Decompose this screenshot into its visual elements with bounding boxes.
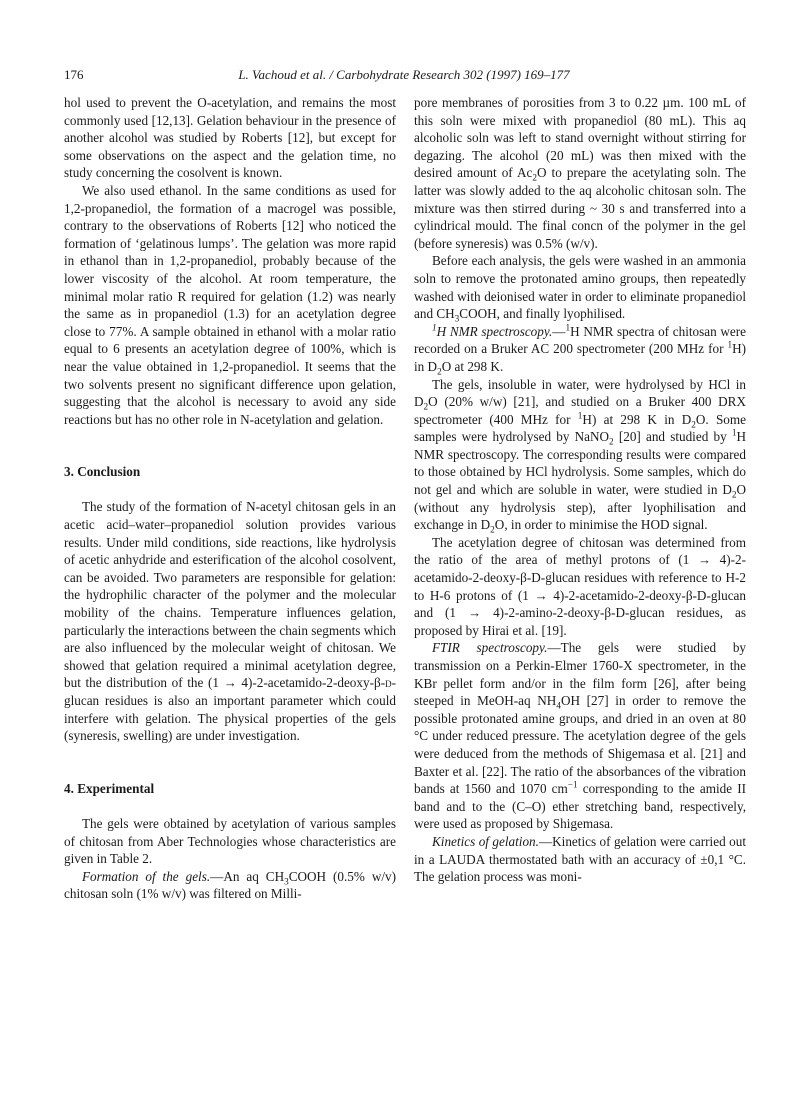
subscript: 3 — [454, 313, 460, 324]
subscript: 2 — [691, 419, 696, 430]
superscript: 1 — [432, 322, 437, 333]
text-run: The gels, insoluble in water, were hydrolysed by HCl in D — [414, 376, 746, 410]
paragraph-hydrolysis — [414, 376, 746, 534]
text-run: —An aq CH — [210, 868, 285, 884]
text-run: Before each analysis, the gels were washed in an ammonia soln to remove the protonated amino groups, then repeatedly washed with deionised water in order to eliminate propanediol and CH — [414, 253, 746, 322]
run-in-heading: H NMR spectroscopy. — [436, 323, 553, 339]
superscript: 1 — [565, 322, 571, 333]
page-number: 176 — [64, 67, 84, 82]
superscript: 1 — [727, 339, 733, 350]
text-run: COOH (0.5% w/v) chitosan soln (1% w/v) was filtered on Milli- — [64, 868, 396, 902]
text-run: —Kinetics of gelation were carried out in a LAUDA thermostated bath with an accuracy of ±0,1 °C. The gelation process was moni- — [414, 833, 746, 885]
subscript: 2 — [423, 401, 429, 412]
text-run: -glucan residues is also an important parameter which could interfere with gelation. The physical properties of the gels (syneresis, swelling) are under investigation. — [64, 675, 396, 744]
text-run: d — [385, 675, 392, 691]
running-title: L. Vachoud et al. / Carbohydrate Research 302 (1997) 169–177 — [238, 67, 570, 82]
text-run: O (without any hydrolysis step), after lyophilisation and exchange in D — [414, 482, 746, 533]
paragraph-ftir-spectroscopy — [414, 639, 746, 833]
run-in-heading: Formation of the gels. — [82, 868, 211, 884]
text-run: H) at 298 K in D — [582, 411, 692, 427]
text-run: O at 298 K. — [441, 358, 504, 374]
subscript: 2 — [490, 524, 495, 535]
paragraph-alcohol-cosolvent: hol used to prevent the O-acetylation, and remains the most commonly used [12,13]. Gelation behaviour in the presence of another alcohol was studied by Roberts [12], but except for some observations on the aspect and the gelation time, no study concerning the cosolvent is known. — [64, 95, 396, 181]
paragraph-gels-obtained: The gels were obtained by acetylation of various samples of chitosan from Aber Technologies whose characteristics are given in Table 2. — [64, 815, 396, 867]
paragraph-nmr-spectroscopy — [414, 323, 746, 376]
left-column — [64, 94, 396, 903]
subscript: 2 — [609, 436, 614, 447]
paragraph-ethanol: We also used ethanol. In the same conditions as used for 1,2-propanediol, the formation of a macrogel was possible, contrary to the observations of Roberts [12] who noticed the formation of ‘gelatinous lumps’. The gelation was more rapid in ethanol than in 1,2-propanediol, probably because of the lower viscosity of the alcohol. At room temperature, the minimal molar ratio R required for gelation (1.2) was nearly the same as in propanediol (1.3) for an acetylation degree close to 77%. A sample obtained in ethanol with a molar ratio equal to 6 presents an acetylation degree of 100%, which is near the value obtained in 1,2-propanediol. It seems that the two solvents present no significant difference upon gelation, suggesting that the alcohol is necessary to avoid any side reactions but has no other role in N-acetylation and gelation. — [64, 182, 396, 427]
subscript: 2 — [532, 173, 537, 184]
text-run: O. Some samples were hydrolysed by NaNO — [414, 411, 746, 445]
section-heading-conclusion: 3. Conclusion — [64, 464, 141, 480]
text-run: O, in order to minimise the HOD signal. — [494, 517, 708, 533]
spacer — [64, 797, 396, 815]
spacer — [64, 428, 396, 463]
spacer — [64, 745, 396, 780]
text-run: H NMR spectroscopy. The corresponding results were compared to those obtained by HCl hydrolysis. Some samples, which do not gel and which are soluble in water, were studied in D — [414, 429, 746, 498]
paragraph-acetylation-degree: The acetylation degree of chitosan was determined from the ratio of the area of methyl protons of (1 → 4)-2-acetamido-2-deoxy-β-D-glucan residues with reference to H-2 to H-6 protons of (1 → 4)-2-acetamido-2-deoxy-β-D-glucan and (1 → 4)-2-amino-2-deoxy-β-D-glucan residues, as proposed by Hirai et al. [19]. — [414, 534, 746, 638]
text-run: corresponding to the amide II band and to the (C–O) ether stretching band, respectively, were used as proposed by Shigemasa. — [414, 781, 746, 832]
text-run: COOH, and finally lyophilised. — [459, 306, 626, 322]
text-run: O to prepare the acetylating soln. The latter was slowly added to the aq alcoholic chitosan soln. The mixture was then stirred during ~ 30 s and transferred into a cylindrical mould. The final concn of the polymer in the gel (before syneresis) was 0.5% (w/v). — [414, 165, 746, 251]
spacer — [64, 481, 396, 499]
subscript: 2 — [437, 366, 442, 377]
right-column — [414, 94, 746, 886]
paragraph-membranes — [414, 94, 746, 252]
paragraph-formation-of-gels — [64, 868, 396, 903]
subscript: 3 — [284, 876, 289, 887]
subscript: 2 — [731, 489, 737, 500]
text-run: O (20% w/w) [21], and studied on a Bruker 400 DRX spectrometer (400 MHz for — [414, 394, 746, 427]
text-run: OH [27] in order to remove the possible protonated amine groups, and dried in an oven at 80 °C under reduced pressure. The acetylation degree of the gels were deduced from the methods of Shigemasa et al. [21] and Baxter et al. [22]. The ratio of the absorbances of the vibration bands at 1560 and 1070 cm — [414, 693, 746, 797]
text-run: —The gels were studied by transmission on a Perkin-Elmer 1760-X spectrometer, in the KBr pellet form and/or in the film form [26], after being steeped in MeOH-aq NH — [414, 640, 747, 709]
text-run: The study of the formation of N-acetyl chitosan gels in an acetic acid–water–propanediol solution provides various results. Under mild conditions, side reactions, like hydrolysis of acetic anhydride and esterification of the alcohol cosolvent, can be avoided. Two parameters are responsible for gelation: the hydrophilic character of the polymer and the molecular mobility of the chains. Temperature influences gelation, particularly the interactions between the chain segments which are also influenced by the molecular weight of chitosan. We showed that gelation required a minimal acetylation degree, but the distribution of the (1 → 4)-2-acetamido-2-deoxy-β- — [64, 499, 396, 691]
text-run: [20] and studied by — [613, 429, 732, 445]
paragraph-kinetics-of-gelation — [414, 833, 746, 886]
run-in-heading: Kinetics of gelation. — [432, 833, 539, 849]
superscript: −1 — [567, 779, 578, 790]
running-header — [64, 66, 744, 84]
text-run: pore membranes of porosities from 3 to 0.22 µm. 100 mL of this soln were mixed with propanediol (80 mL). This aq alcoholic soln was left to stand overnight without stirring for degazing. The alcohol (20 mL) was then mixed with the desired amount of Ac — [414, 95, 746, 181]
paragraph-conclusion — [64, 498, 396, 744]
run-in-heading: FTIR spectroscopy. — [432, 640, 548, 656]
paragraph-washing — [414, 252, 746, 322]
text-run: H NMR spectra of chitosan were recorded on a Bruker AC 200 spectrometer (200 MHz for — [414, 323, 747, 357]
subscript: 4 — [556, 700, 561, 711]
section-heading-experimental: 4. Experimental — [64, 780, 155, 796]
text-run: H) in D — [414, 341, 746, 374]
text-run: — — [552, 323, 566, 339]
superscript: 1 — [577, 410, 583, 421]
superscript: 1 — [731, 427, 737, 438]
